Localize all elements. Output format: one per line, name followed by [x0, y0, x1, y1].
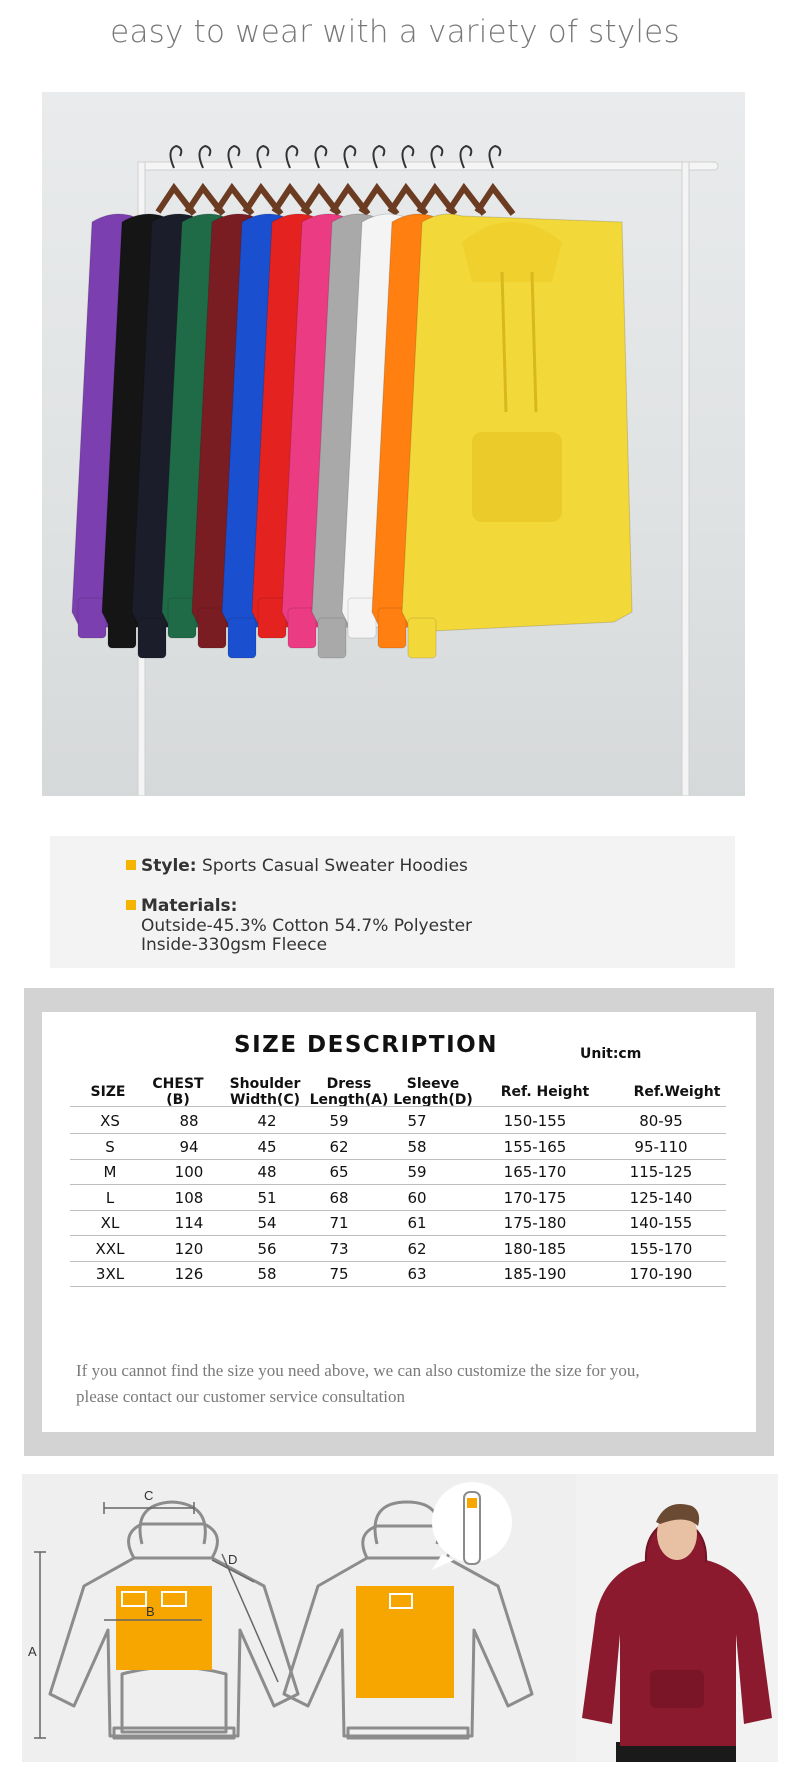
materials-inside: Inside-330gsm Fleece [141, 935, 328, 955]
cell-height: 180-185 [503, 1239, 567, 1258]
note-line-1: If you cannot find the size you need above, we can also customize the size for you, [76, 1361, 640, 1380]
size-chart-unit: Unit:cm [580, 1046, 642, 1062]
table-row [70, 1261, 726, 1287]
cell-height: 150-155 [503, 1112, 567, 1130]
cell-weight: 125-140 [629, 1188, 693, 1207]
cell-sleeve: 61 [407, 1214, 427, 1232]
style-label: Style: [141, 856, 197, 876]
table-row [70, 1185, 726, 1211]
cell-dress: 59 [329, 1112, 349, 1130]
table-row [70, 1236, 726, 1262]
table-row [70, 1108, 726, 1134]
header-ref-weight: Ref.Weight [633, 1084, 721, 1100]
cell-shoulder: 58 [257, 1265, 277, 1283]
model-illustration [576, 1474, 778, 1762]
cell-height: 155-165 [503, 1137, 567, 1156]
label-d: D [228, 1552, 238, 1567]
cell-shoulder: 42 [257, 1112, 277, 1130]
size-chart-panel [42, 1012, 756, 1432]
cell-size: M [103, 1163, 117, 1181]
cell-sleeve: 62 [407, 1239, 427, 1258]
cell-dress: 75 [329, 1265, 349, 1283]
cell-shoulder: 56 [257, 1239, 277, 1258]
cell-weight: 95-110 [634, 1137, 688, 1156]
cell-size: XL [100, 1214, 120, 1232]
cell-chest: 108 [174, 1188, 204, 1207]
cell-weight: 80-95 [639, 1112, 683, 1130]
cell-sleeve: 57 [407, 1112, 427, 1130]
measurement-diagram [22, 1474, 576, 1762]
materials-label-line [126, 896, 237, 916]
cell-weight: 115-125 [629, 1163, 693, 1181]
label-b: B [146, 1604, 155, 1619]
cell-dress: 65 [329, 1163, 349, 1181]
cell-dress: 62 [329, 1137, 349, 1156]
cell-sleeve: 60 [407, 1188, 427, 1207]
header-size: SIZE [90, 1084, 126, 1100]
cell-weight: 155-170 [629, 1239, 693, 1258]
cell-sleeve: 59 [407, 1163, 427, 1181]
header-chest: CHEST (B) [152, 1076, 204, 1108]
product-photo [42, 92, 745, 796]
cell-shoulder: 45 [257, 1137, 277, 1156]
label-c: C [144, 1488, 154, 1503]
cell-height: 170-175 [503, 1188, 567, 1207]
size-chart-frame [24, 988, 774, 1456]
cell-sleeve: 58 [407, 1137, 427, 1156]
materials-outside: Outside-45.3% Cotton 54.7% Polyester [141, 916, 473, 936]
bullet-icon [126, 860, 136, 870]
cell-chest: 88 [179, 1112, 199, 1130]
cell-size: XS [100, 1112, 120, 1130]
cell-size: XXL [95, 1239, 125, 1258]
cell-size: L [105, 1188, 115, 1207]
header-sleeve-length: Sleeve Length(D) [393, 1076, 473, 1108]
cell-height: 175-180 [503, 1214, 567, 1232]
cell-shoulder: 54 [257, 1214, 277, 1232]
cell-size: 3XL [95, 1265, 125, 1283]
model-photo [576, 1474, 778, 1762]
cell-weight: 170-190 [629, 1265, 693, 1283]
note-line-2: please contact our customer service consultation [76, 1387, 406, 1406]
hoodie-measurement-svg [22, 1474, 576, 1762]
header-shoulder: Shoulder Width(C) [229, 1076, 301, 1108]
cell-chest: 126 [174, 1265, 204, 1283]
table-row [70, 1159, 726, 1185]
bullet-icon [126, 900, 136, 910]
header-ref-height: Ref. Height [500, 1084, 590, 1100]
cell-height: 165-170 [503, 1163, 567, 1181]
cell-size: S [105, 1137, 115, 1156]
label-a: A [28, 1644, 37, 1659]
header-dress-length: Dress Length(A) [309, 1076, 389, 1108]
cell-shoulder: 51 [257, 1188, 277, 1207]
style-value: Sports Casual Sweater Hoodies [202, 856, 468, 876]
style-line [126, 856, 468, 876]
materials-label: Materials: [141, 896, 238, 916]
page-headline: easy to wear with a variety of styles [110, 14, 680, 50]
back-print-area [356, 1586, 454, 1698]
cell-height: 185-190 [503, 1265, 567, 1283]
cell-chest: 100 [174, 1163, 204, 1181]
table-row [70, 1210, 726, 1236]
cell-chest: 120 [174, 1239, 204, 1258]
front-print-area [116, 1586, 212, 1670]
cell-chest: 114 [174, 1214, 204, 1232]
table-header-divider [70, 1106, 726, 1107]
cell-dress: 71 [329, 1214, 349, 1232]
product-info-box [50, 836, 735, 968]
hoodie-rack-illustration [42, 92, 745, 796]
size-chart-title: SIZE DESCRIPTION [234, 1032, 498, 1058]
cell-dress: 68 [329, 1188, 349, 1207]
cell-weight: 140-155 [629, 1214, 693, 1232]
cell-sleeve: 63 [407, 1265, 427, 1283]
custom-size-note [76, 1358, 736, 1410]
cell-dress: 73 [329, 1239, 349, 1258]
cell-chest: 94 [179, 1137, 199, 1156]
cell-shoulder: 48 [257, 1163, 277, 1181]
table-row [70, 1134, 726, 1160]
